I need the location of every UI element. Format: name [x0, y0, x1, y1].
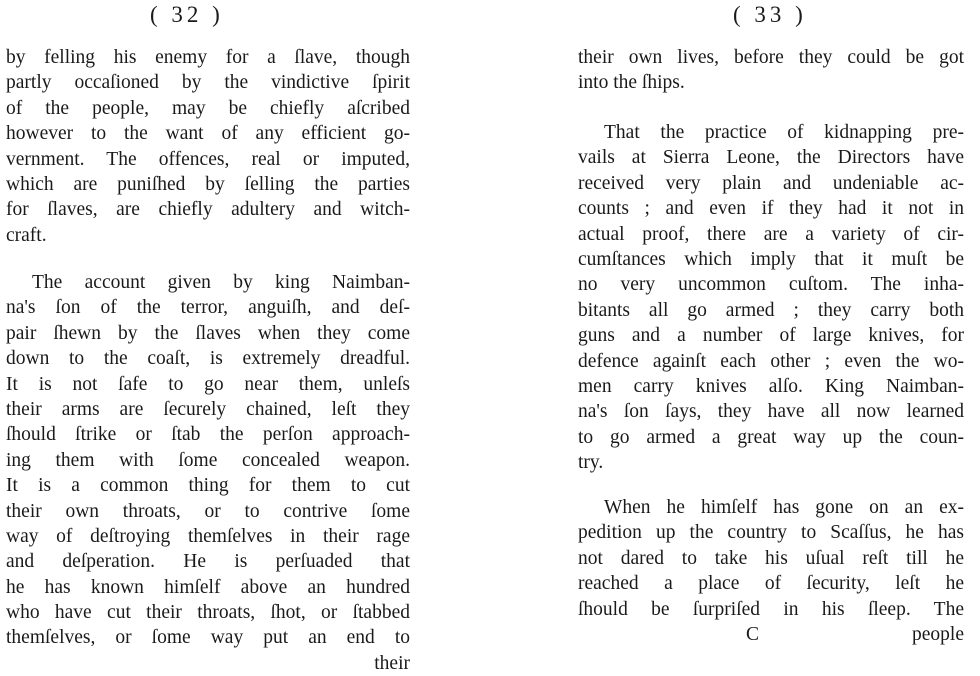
text-line: by felling his enemy for a ſlave, though [6, 47, 410, 68]
text-line: When he himſelf has gone on an ex- [604, 497, 964, 518]
text-line: reached a place of ſecurity, leſt he [578, 573, 964, 595]
text-line: men carry knives alſo. King Naimban- [578, 375, 964, 397]
text-line: no very uncommon cuſtom. The inha- [578, 274, 964, 296]
text-line: their arms are ſecurely chained, leſt they [6, 398, 410, 420]
text-line: counts ; and even if they had it not in [578, 198, 964, 220]
text-line: partly occaſioned by the vindictive ſpirit [6, 72, 410, 94]
text-line: down to the coaſt, is extremely dreadful. [6, 348, 410, 370]
text-line: That the practice of kidnapping pre- [604, 122, 964, 143]
text-line: pedition up the country to Scaſſus, he has [578, 522, 964, 544]
catchword-left: their [374, 652, 410, 674]
text-line: It is a common thing for them to cut [6, 475, 410, 497]
text-line: guns and a number of large knives, for [578, 325, 964, 347]
catchword-right: people [912, 623, 964, 645]
text-line: actual proof, there are a variety of cir- [578, 223, 964, 245]
text-line: ſhould ſtrike or ſtab the perſon approach- [6, 424, 410, 446]
text-line: na's ſon ſays, they have all now learned [578, 401, 964, 423]
left-paragraph-1 [6, 45, 410, 248]
page-number-right: ( 33 ) [733, 2, 807, 27]
text-line: however to the want of any efficient go- [6, 123, 410, 145]
text-line: for ſlaves, are chiefly adultery and witch- [6, 199, 410, 221]
text-line: cumſtances which imply that it muſt be [578, 248, 964, 270]
text-line: pair ſhewn by the ſlaves when they come [6, 322, 410, 344]
text-line: way of deſtroying themſelves in their rage [6, 525, 410, 547]
text-line: he has known himſelf above an hundred [6, 576, 410, 598]
text-line: which are puniſhed by ſelling the parties [6, 173, 410, 195]
text-line: The account given by king Naimban- [32, 272, 410, 293]
right-paragraph-3 [578, 495, 964, 647]
right-paragraph-1 [578, 45, 964, 96]
text-line: of the people, may be chiefly aſcribed [6, 97, 410, 119]
text-line: into the ſhips. [578, 72, 685, 94]
right-page [490, 0, 980, 660]
text-line: vernment. The offences, real or imputed, [6, 148, 410, 170]
page-footer-right [578, 622, 964, 647]
text-line: their own throats, or to contrive ſome [6, 500, 410, 522]
text-line: vails at Sierra Leone, the Directors have [578, 147, 964, 169]
text-line: bitants all go armed ; they carry both [578, 299, 964, 321]
right-paragraph-2 [578, 120, 964, 475]
signature-mark: C [746, 623, 760, 645]
text-line: and deſperation. He is perſuaded that [6, 551, 410, 573]
text-line: to go armed a great way up the coun- [578, 426, 964, 448]
text-line: ing them with ſome concealed weapon. [6, 449, 410, 471]
text-line: defence againſt each other ; even the wo- [578, 350, 964, 372]
left-page [0, 0, 490, 674]
text-line: who have cut their throats, ſhot, or ſtabbed [6, 602, 410, 624]
text-line: craft. [6, 224, 47, 246]
text-line: It is not ſafe to go near them, unleſs [6, 373, 410, 395]
text-line: ſhould be ſurpriſed in his ſleep. The [578, 598, 964, 620]
page-number-left: ( 32 ) [150, 2, 224, 27]
text-line: received very plain and undeniable ac- [578, 172, 964, 194]
text-line: try. [578, 452, 604, 474]
text-line: not dared to take his uſual reſt till he [578, 547, 964, 569]
left-paragraph-2 [6, 270, 410, 676]
text-line: themſelves, or ſome way put an end to [6, 627, 410, 649]
text-line: na's ſon of the terror, anguiſh, and deſ- [6, 297, 410, 319]
text-line: their own lives, before they could be got [578, 47, 964, 68]
